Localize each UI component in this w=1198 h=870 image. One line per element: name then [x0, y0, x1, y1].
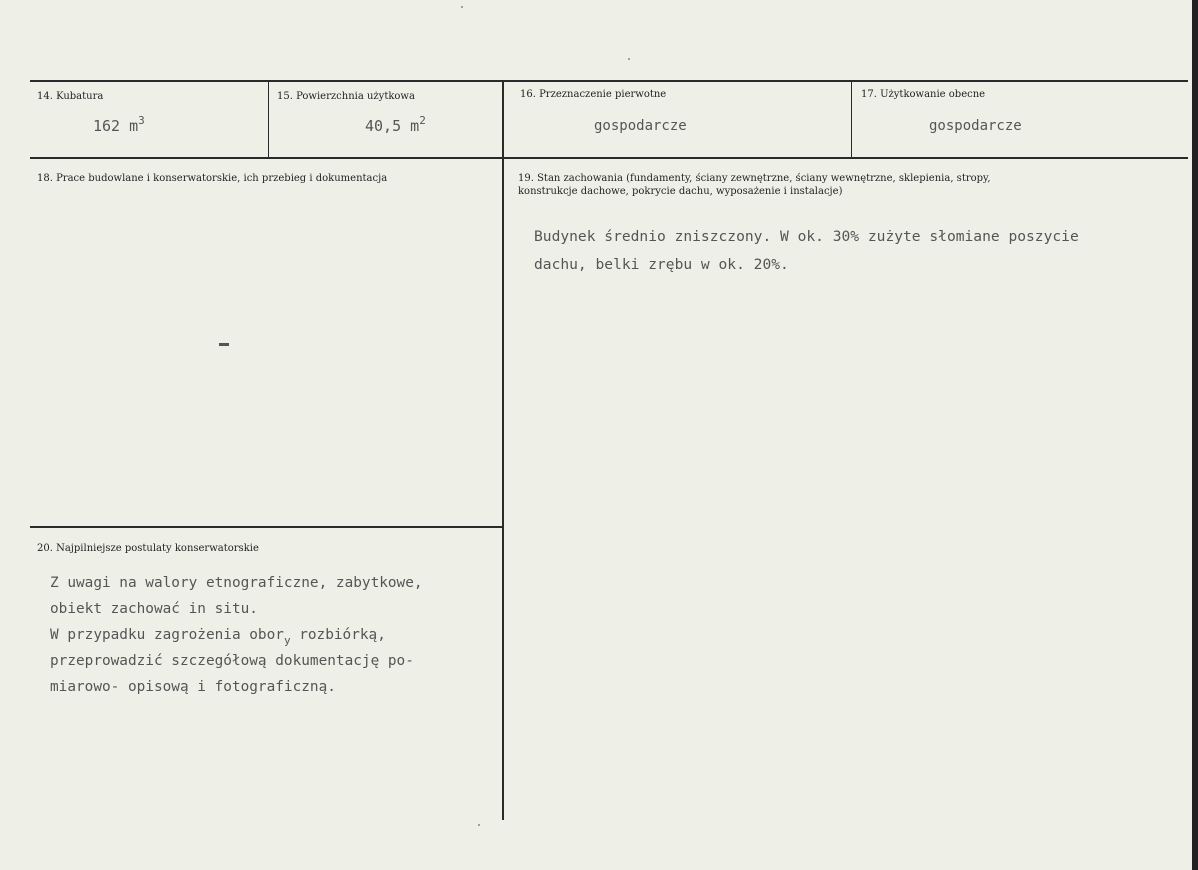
field-19-text-line2: dachu, belki zrębu w ok. 20%.: [534, 256, 789, 273]
paper-speck: [461, 6, 463, 8]
field-20-line3-sub: y: [283, 634, 291, 647]
field-20-line2: obiekt zachować in situ.: [50, 601, 258, 617]
divider-14-15: [268, 80, 269, 158]
field-20-label: 20. Najpilniejsze postulaty konserwatorskie: [37, 543, 259, 554]
field-15-value: [365, 114, 426, 135]
field18-bottom-rule: [30, 526, 502, 528]
field-14-exponent: 3: [138, 114, 145, 127]
field-20-line3-end: rozbiórką,: [290, 627, 386, 643]
divider-main: [502, 80, 504, 820]
top-rule: [30, 80, 1188, 82]
row1-bottom-rule: [30, 157, 1188, 159]
field-20-line4: przeprowadzić szczegółową dokumentację po-: [50, 653, 414, 669]
field-18-label: 18. Prace budowlane i konserwatorskie, ich przebieg i dokumentacja: [37, 173, 388, 184]
field-20-line5: miarowo- opisową i fotograficzną.: [50, 679, 336, 695]
field-15-exponent: 2: [419, 114, 426, 127]
field-16-label: 16. Przeznaczenie pierwotne: [520, 89, 667, 100]
field-15-label: 15. Powierzchnia użytkowa: [277, 91, 415, 102]
field-17-value: gospodarcze: [929, 118, 1022, 134]
field-15-number: 40,5 m: [365, 117, 420, 135]
field-19-label-line2: konstrukcje dachowe, pokrycie dachu, wyposażenie i instalacje): [518, 186, 843, 197]
field-19-label-line1: 19. Stan zachowania (fundamenty, ściany zewnętrzne, ściany wewnętrzne, sklepienia, stropy,: [518, 173, 991, 184]
field-18-empty-dash: [219, 343, 229, 346]
field-19-text-line1: Budynek średnio zniszczony. W ok. 30% zużyte słomiane poszycie: [534, 228, 1079, 245]
paper-speck: [628, 58, 630, 60]
field-17-label: 17. Użytkowanie obecne: [861, 89, 986, 100]
field-16-value: gospodarcze: [594, 118, 687, 134]
field-14-label: 14. Kubatura: [37, 91, 104, 102]
field-20-line3-start: W przypadku zagrożenia obor: [50, 627, 284, 643]
paper-speck: [478, 824, 480, 826]
field-14-value: [93, 114, 145, 135]
field-20-line1: Z uwagi na walory etnograficzne, zabytkowe,: [50, 575, 423, 591]
field-20-line3: [50, 627, 386, 647]
divider-16-17: [851, 80, 852, 158]
field-14-number: 162 m: [93, 117, 139, 135]
